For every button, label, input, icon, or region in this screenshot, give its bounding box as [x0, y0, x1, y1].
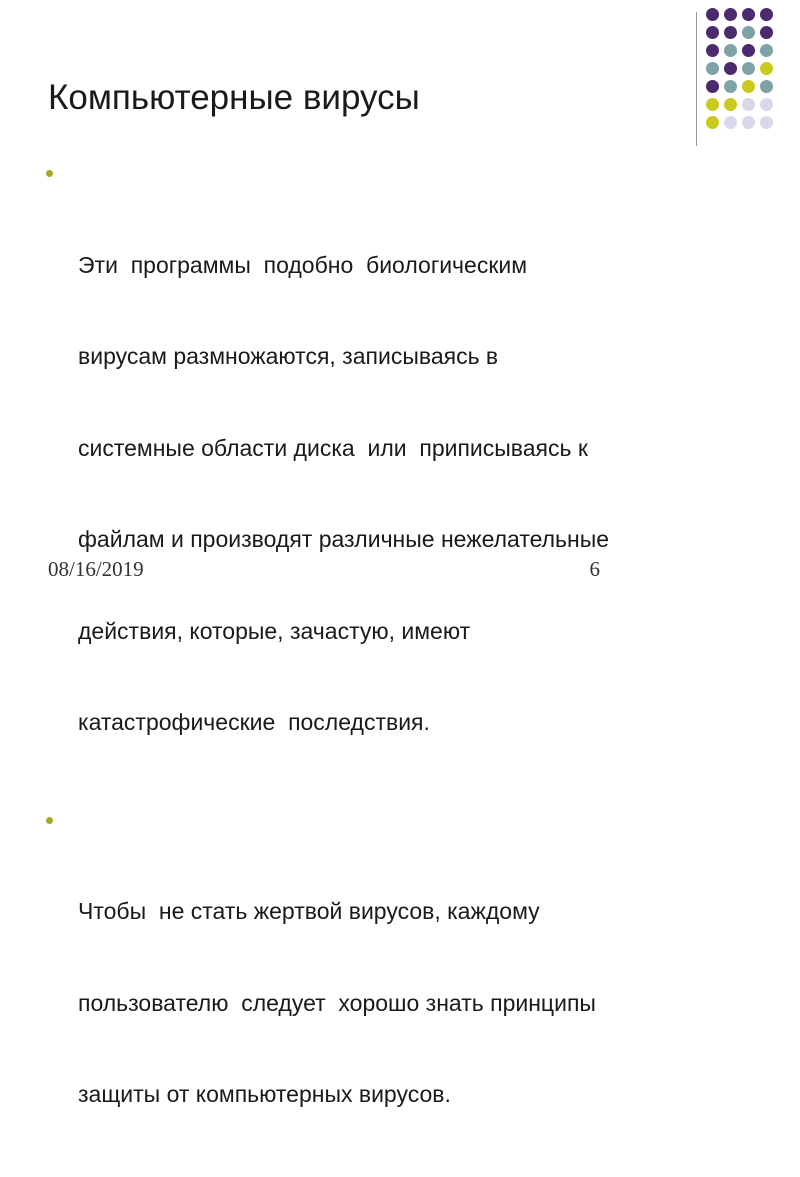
decorative-dot	[724, 44, 737, 57]
bullet-text-line: файлам и производят различные нежелательные	[78, 526, 610, 552]
decorative-dot	[760, 62, 773, 75]
decorative-dot	[724, 80, 737, 93]
decorative-dot	[742, 80, 755, 93]
bullet-text-line: защиты от компьютерных вирусов.	[78, 1081, 451, 1107]
decorative-dot	[760, 8, 773, 21]
page-number: 6	[589, 557, 600, 581]
decorative-dot	[724, 26, 737, 39]
decorative-dot	[742, 44, 755, 57]
decorative-dot	[706, 8, 719, 21]
decorative-dot	[742, 8, 755, 21]
bullet-item	[46, 805, 746, 1171]
bullet-text-line: Эти программы подобно биологическим	[78, 251, 528, 278]
bullet-text-line: вирусам размножаются, записываясь в	[78, 343, 499, 369]
decorative-dot	[724, 98, 737, 111]
decorative-dot-grid	[706, 8, 780, 130]
bullet-item	[46, 158, 746, 799]
decorative-dot	[724, 62, 737, 75]
decorative-dot	[724, 8, 737, 21]
decorative-dot	[706, 44, 719, 57]
decorative-dot	[706, 98, 719, 111]
footer-date: 08/16/2019	[48, 557, 144, 581]
decorative-dot	[760, 116, 773, 129]
decorative-divider-line	[696, 12, 697, 146]
decorative-dot	[760, 44, 773, 57]
decorative-dot	[706, 80, 719, 93]
decorative-dot	[706, 62, 719, 75]
decorative-dot	[742, 26, 755, 39]
bullet-text-line: системные области диска или приписываясь к	[78, 434, 588, 461]
decorative-dot	[706, 26, 719, 39]
bullet-list	[46, 158, 746, 1177]
decorative-dot	[724, 116, 737, 129]
decorative-dot	[760, 80, 773, 93]
bullet-text-line: катастрофические последствия.	[78, 709, 430, 735]
decorative-dot	[760, 26, 773, 39]
slide-title: Компьютерные вирусы	[48, 78, 420, 117]
bullet-text-line: действия, которые, зачастую, имеют	[78, 617, 471, 644]
bullet-text-line: пользователю следует хорошо знать принципы	[78, 989, 596, 1016]
decorative-dot	[742, 98, 755, 111]
bullet-dot-icon	[46, 817, 53, 824]
decorative-dot	[742, 62, 755, 75]
bullet-text-line: Чтобы не стать жертвой вирусов, каждому	[78, 898, 540, 924]
decorative-dot	[760, 98, 773, 111]
bullet-dot-icon	[46, 170, 53, 177]
decorative-dot	[706, 116, 719, 129]
decorative-dot	[742, 116, 755, 129]
